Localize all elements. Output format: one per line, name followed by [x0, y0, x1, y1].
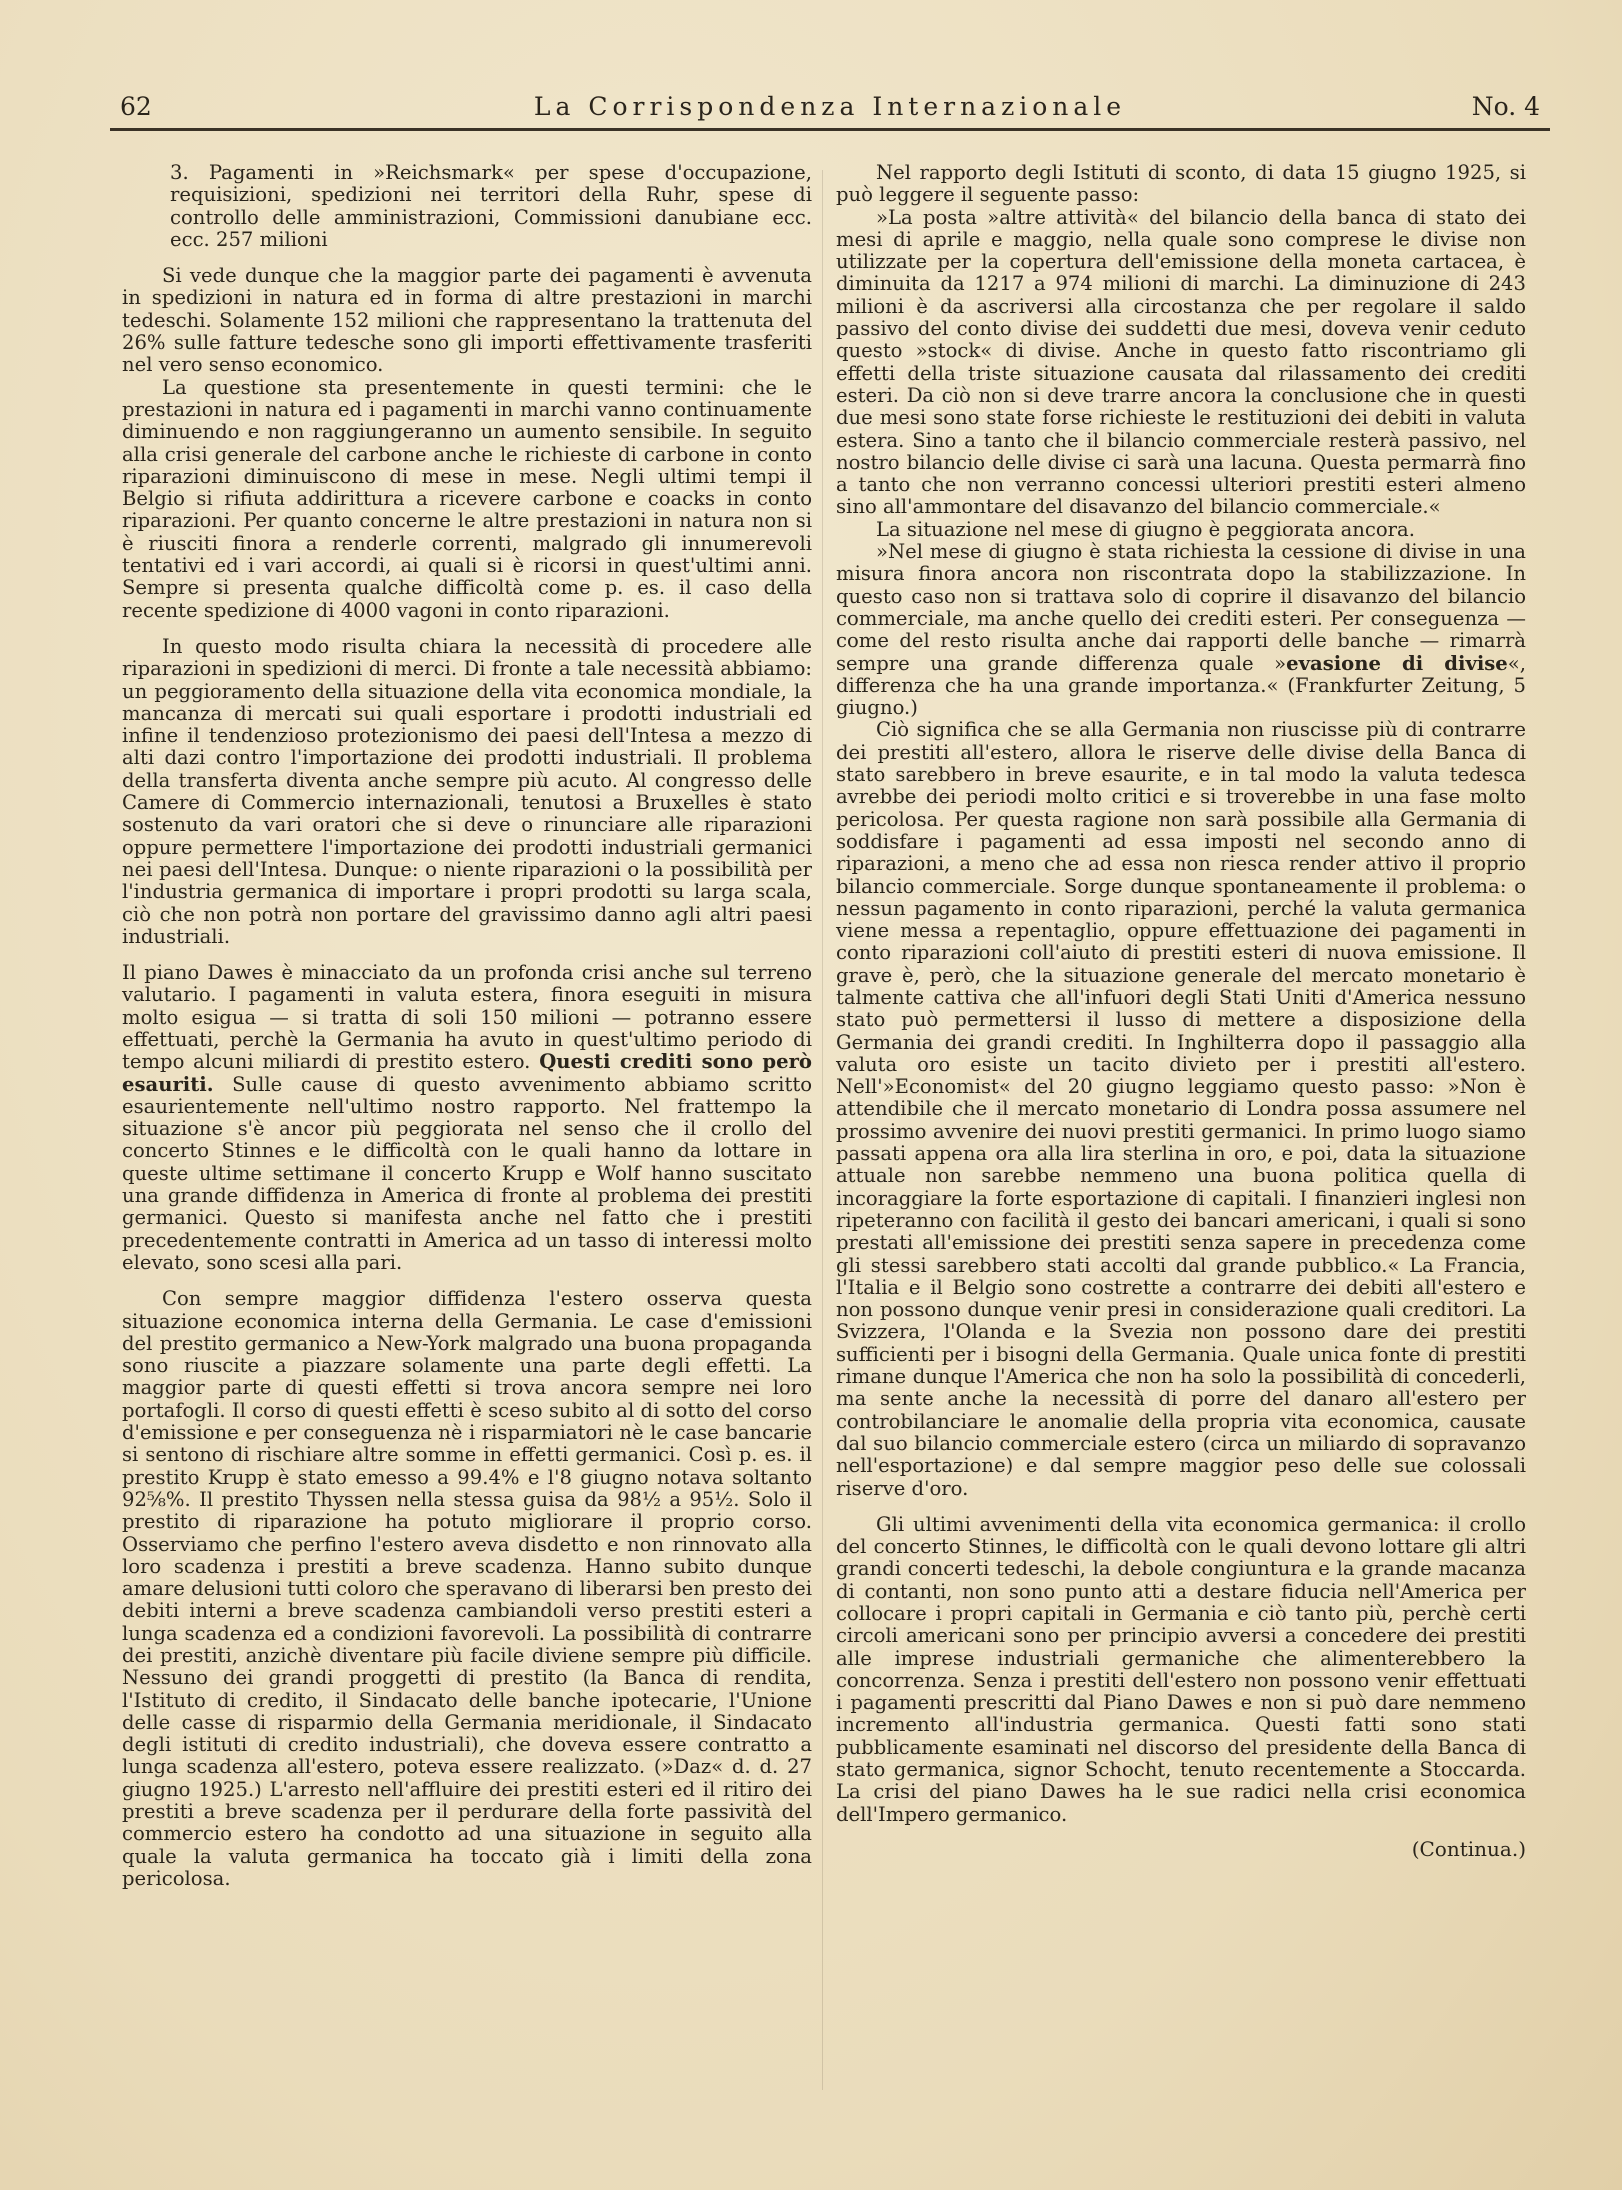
item-number: 3.: [170, 161, 189, 184]
paragraph: La situazione nel mese di giugno è peggiorata ancora.: [876, 517, 1415, 541]
paragraph: Con sempre maggior diffidenza l'estero osserva questa situazione economica interna della Germania. Le case d'emissioni del prestito germanico a New-York malgrado una buona propaganda sono riuscite a piazzare solamente una parte degli effetti. La maggior parte di questi effetti si trova ancora sempre nei loro portafogli. Il corso di questi effetti è sceso subito al di sotto del corso d'emissione e per conseguenza nè i risparmiatori nè le case bancarie si sentono di rischiare altre somme in effetti germanici. Così p. es. il prestito Krupp è stato emesso a 99.4% e l'8 giugno notava soltanto 92⅝%. Il prestito Thyssen nella stessa guisa da 98½ a 95½. Solo il prestito di riparazione ha potuto migliorare il proprio corso. Osserviamo che perfino l'estero aveva disdetto e non rinnovato alla loro scadenza i prestiti a breve scadenza. Hanno subito dunque amare delusioni tutti coloro che speravano di liberarsi ben presto dei debiti interni a breve scadenza cambiandoli verso prestiti esteri a lunga scadenza ed a condizioni favorevoli. La possibilità di contrarre dei prestiti, anzichè diventare più facile diviene sempre più difficile. Nessuno dei grandi proggetti di prestito (la Banca di rendita, l'Istituto di credito, il Sindacato delle banche ipotecarie, l'Unione delle casse di risparmio della Germania meridionale, il Sindacato degli istituti di credito industriali), che doveva essere contratto a lunga scadenza all'estero, poteva essere realizzato. (»Daz« d. d. 27 giugno 1925.) L'arresto nell'affluire dei prestiti esteri ed il ritiro dei prestiti a breve scadenza per il perdurare della forte passività del commercio estero ha condotto ad una situazione in seguito alla quale la valuta germanica ha toccato già i limiti della zona pericolosa.: [122, 1287, 812, 1890]
left-column: [122, 162, 812, 1890]
paragraph: Nel rapporto degli Istituti di sconto, di data 15 giugno 1925, si può leggere il seguente passo:: [836, 161, 1526, 207]
column-divider: [822, 170, 823, 2090]
paragraph: Si vede dunque che la maggior parte dei pagamenti è avvenuta in spedizioni in natura ed in forma di altre prestazioni in marchi tedeschi. Solamente 152 milioni che rappresentano la trattenuta del 26% sulle fatture tedesche sono gli importi effettivamente trasferiti nel vero senso economico.: [122, 264, 812, 377]
page-header: [110, 92, 1550, 132]
paragraph: La questione sta presentemente in questi termini: che le prestazioni in natura ed i pagamenti in marchi vanno continuamente diminuendo e non raggiungeranno un aumento sensibile. In seguito alla crisi generale del carbone anche le richieste di carbone in conto riparazioni diminuiscono di mese in mese. Negli ultimi tempi il Belgio si rifiuta addirittura a ricevere carbone e coacks in conto riparazioni. Per quanto concerne le altre prestazioni in natura non si è riusciti finora a renderle correnti, malgrado gli innumerevoli tentativi ed i vari accordi, ai quali si è ricorsi in quest'ultimi anni. Sempre si presenta qualche difficoltà come p. es. il caso della recente spedizione di 4000 vagoni in conto riparazioni.: [122, 375, 812, 622]
header-rule: [110, 128, 1550, 131]
paragraph: In questo modo risulta chiara la necessità di procedere alle riparazioni in spedizioni di merci. Di fronte a tale necessità abbiamo: un peggioramento della situazione della vita economica mondiale, la mancanza di mercati sui quali esportare i prodotti industriali ed infine il tendenzioso protezionismo dei paesi dell'Intesa a mezzo di alti dazi contro l'importazione dei prodotti industriali. Il problema della transferta diventa anche sempre più acuto. Al congresso delle Camere di Commercio internazionali, tenutosi a Bruxelles è stato sostenuto da vari oratori che si deve o rinunciare alle riparazioni oppure permettere l'importazione dei prodotti industriali germanici nei paesi dell'Intesa. Dunque: o niente riparazioni o la possibilità per l'industria germanica di importare i propri prodotti su larga scala, ciò che non potrà non portare del gravissimo danno agli altri paesi industriali.: [122, 634, 812, 948]
issue-number: No. 4: [1471, 92, 1540, 121]
paragraph-text: «, differenza che ha una grande importanza.« (Frankfurter Zeitung, 5 giugno.): [836, 651, 1526, 720]
paragraph: [122, 962, 812, 1274]
right-column: [836, 162, 1526, 1860]
emphasized-text: evasione di divise: [1286, 651, 1508, 675]
paragraph: Gli ultimi avvenimenti della vita economica germanica: il crollo del concerto Stinnes, le difficoltà con le quali devono lottare gli altri grandi concerti tedeschi, la debole congiuntura e la grande macanza di contanti, non sono punto atti a destare fiducia nell'America per collocare i propri capitali in Germania e ciò tanto più, perchè certi circoli americani sono per principio avversi a concedere dei prestiti alle imprese industriali germaniche che alimenterebbero la concorrenza. Senza i prestiti dell'estero non possono venir effettuati i pagamenti prescritti dal Piano Dawes e non si può dare nemmeno incremento all'industria germanica. Questi fatti sono stati pubblicamente esaminati nel discorso del presidente della Banca di stato germanica, signor Schocht, tenuto recentemente a Stoccarda. La crisi del piano Dawes ha le sue radici nella crisi economica dell'Impero germanico.: [836, 1512, 1526, 1826]
list-item-3: [122, 162, 812, 251]
paragraph: Ciò significa che se alla Germania non riuscisse più di contrarre dei prestiti all'estero, allora le riserve delle divise della Banca di stato sarebbero in breve esaurite, e in tal modo la valuta tedesca avrebbe dei periodi molto critici e si troverebbe in una fase molto pericolosa. Per questa ragione non sarà possibile alla Germania di soddisfare i pagamenti ad essa imposti nel secondo anno di riparazioni, a meno che ad essa non riesca render attivo il proprio bilancio commerciale. Sorge dunque spontaneamente il problema: o nessun pagamento in conto riparazioni, perché la valuta germanica viene messa a repentaglio, oppure effettuazione dei pagamenti in conto riparazioni coll'aiuto di prestiti esteri di nuova emissione. Il grave è, però, che la situazione generale del mercato monetario è talmente cattiva che all'infuori degli Stati Uniti d'America nessuno stato può permettersi il lusso di mettere a disposizione della Germania dei grandi crediti. In Inghilterra dopo il passaggio alla valuta oro esiste un tacito divieto per i prestiti all'estero. Nell'»Economist« del 20 giugno leggiamo questo passo: »Non è attendibile che il mercato monetario di Londra possa assumere nel prossimo avvenire dei nuovi prestiti germanici. In primo luogo siamo passati appena ora alla lira sterlina in oro, e poi, data la situazione attuale non sarebbe nemmeno una buona politica quella di incoraggiare la forte esportazione di capitali. I finanzieri inglesi non ripeteranno con facilità il gesto dei bancari americani, i quali si sono prestati all'emissione dei prestiti senza sapere in precedenza come gli stessi sarebbero stati accolti dal grande pubblico.« La Francia, l'Italia e il Belgio sono costrette a contrarre dei debiti all'estero e non possono dunque venir presi in considerazione quali creditori. La Svizzera, l'Olanda e la Svezia non possono dare dei prestiti sufficienti per i bisogni della Germania. Quale unica fonte di prestiti rimane dunque l'America che non ha solo la possibilità di concederli, ma sente anche la necessità di porre del danaro all'estero per controbilanciare le anomalie della propria vita economica, causate dal suo bilancio commerciale estero (circa un miliardo di sopravanzo nell'esportazione) e dal sempre maggior peso delle sue colossali riserve d'oro.: [836, 718, 1526, 1500]
emphasized-text: Questi crediti sono però esauriti.: [122, 1050, 812, 1096]
paragraph-text: Sulle cause di questo avvenimento abbiamo scritto esaurientemente nell'ultimo nostro rapporto. Nel frattempo la situazione s'è ancor più peggiorata nel senso che il crollo del concerto Stinnes e le difficoltà con le quali hanno da lottare in queste ultime settimane il concerto Krupp e Wolf hanno suscitato una grande diffidenza in America di fronte al problema dei prestiti germanici. Questo si manifesta anche nel fatto che i prestiti precedentemente contratti in America ad un tasso di interessi molto elevato, sono scesi alla pari.: [122, 1072, 812, 1274]
page-number: 62: [120, 92, 152, 121]
quote-paragraph: [836, 541, 1526, 719]
paragraph-text: Il piano Dawes è minacciato da un profonda crisi anche sul terreno valutario. I pagamenti in valuta estera, finora eseguiti in misura molto esigua — si tratta di soli 150 milioni — potranno essere effettuati, perchè la Germania ha avuto in quest'ultimo periodo di tempo alcuni miliardi di prestito estero.: [122, 961, 812, 1074]
paragraph-text: »Nel mese di giugno è stata richiesta la cessione di divise in una misura finora ancora non riscontrata dopo la stabilizzazione. In questo caso non si trattava solo di coprire il disavanzo del bilancio commerciale, ma anche quello dei crediti esteri. Per conseguenza — come del resto risulta anche dai rapporti delle banche — rimarrà sempre una grande differenza quale »: [836, 540, 1526, 675]
continuation-note: (Continua.): [1411, 1836, 1526, 1861]
item-text: Pagamenti in »Reichsmark« per spese d'occupazione, requisizioni, spedizioni nei territori della Ruhr, spese di controllo delle amministrazioni, Commissioni danubiane ecc. ecc. 257 milioni: [170, 161, 812, 251]
quote-paragraph: »La posta »altre attività« del bilancio della banca di stato dei mesi di aprile e maggio, nella quale sono comprese le divise non utilizzate per la copertura dell'emissione della moneta cartacea, è diminuita da 1217 a 974 milioni di marchi. La diminuzione di 243 milioni è da ascriversi alla circostanza che per regolare il saldo passivo del conto divise dei suddetti due mesi, doveva venir ceduto questo »stock« di divise. Anche in questo fatto riscontriamo gli effetti della triste situazione causata dal rilassamento dei crediti esteri. Da ciò non si deve trarre ancora la conclusione che in questi due mesi sono state forse richieste le restituzioni dei debiti in valuta estera. Sino a tanto che il bilancio commerciale resterà passivo, nel nostro bilancio delle divise ci sarà una lacuna. Questa permarrà fino a tanto che non verranno concessi ulteriori prestiti esteri almeno sino all'ammontare del disavanzo del bilancio commerciale.«: [836, 205, 1526, 519]
journal-title: La Corrispondenza Internazionale: [533, 92, 1127, 121]
